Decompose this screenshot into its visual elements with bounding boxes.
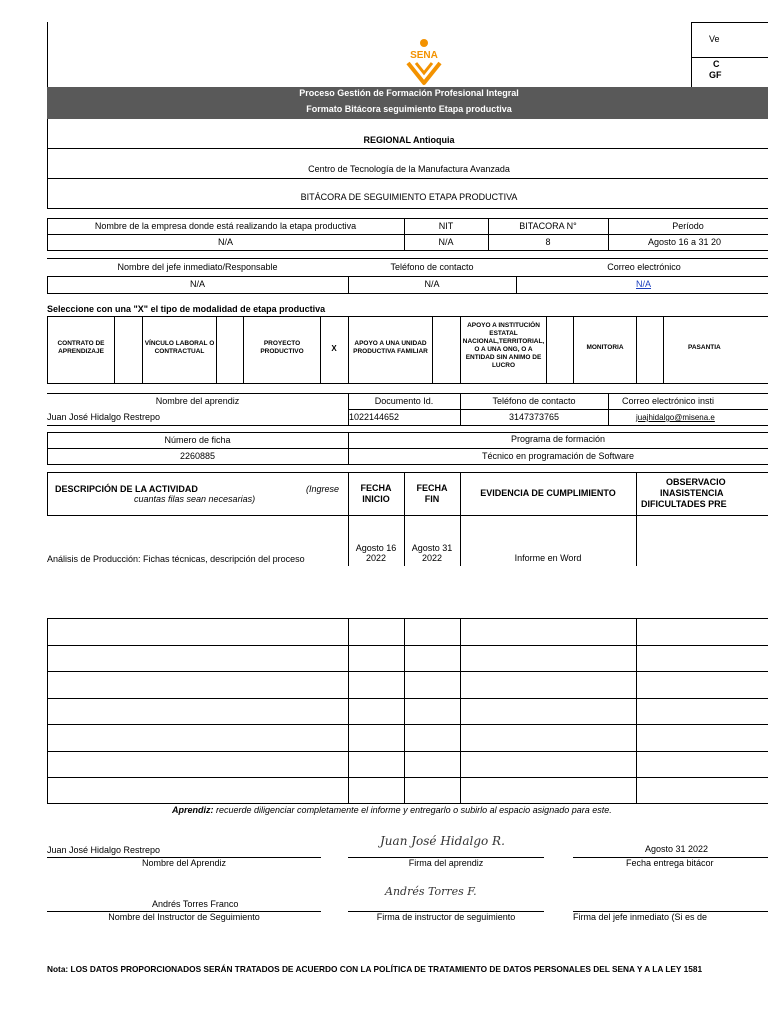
apprentice-doc-label: Documento Id.: [374, 396, 434, 406]
program-line-bot: [47, 464, 768, 465]
modality-col-3: [216, 316, 217, 383]
activity-description: Análisis de Producción: Fichas técnicas, descripción del proceso: [47, 554, 305, 564]
grid-row-line: [47, 751, 768, 752]
document-title: BITÁCORA DE SEGUIMIENTO ETAPA PRODUCTIVA: [300, 192, 518, 202]
end-date-label-1: FECHA: [416, 483, 448, 493]
boss-line-top: [47, 258, 768, 259]
version-fragment: Ve: [709, 34, 720, 44]
header-line-1: [47, 148, 768, 149]
apprentice-name-caption: Nombre del Aprendiz: [141, 858, 227, 868]
boss-line-bot: [47, 293, 768, 294]
header-line-3: [47, 208, 768, 209]
note-text: LOS DATOS PROPORCIONADOS SERÁN TRATADOS DE ACUERDO CON LA POLÍTICA DE TRATAMIENTO DE DATOS PERSONALES DEL SENA Y A LA LEY 1581: [70, 964, 703, 974]
apprentice-line-bot: [47, 425, 768, 426]
boss-line-mid: [47, 276, 768, 277]
modality-col-7: [432, 316, 433, 383]
boss-phone-value: N/A: [424, 279, 440, 289]
regional: REGIONAL Antioquia: [363, 135, 455, 145]
activity-end-2: 2022: [421, 553, 443, 563]
bitacora-label: BITACORA N°: [519, 221, 577, 231]
company-name-value: N/A: [217, 237, 233, 247]
activity-desc-label: DESCRIPCIÓN DE LA ACTIVIDAD: [55, 484, 198, 494]
company-line-top: [47, 218, 768, 219]
program-line-top: [47, 432, 768, 433]
modality-col-12: [663, 316, 664, 383]
activity-start-1: Agosto 16: [355, 543, 397, 553]
start-date-label-1: FECHA: [360, 483, 392, 493]
observations-label-2: INASISTENCIA: [660, 488, 724, 498]
grid-row-line: [47, 671, 768, 672]
grid-row-line: [47, 777, 768, 778]
modality-line-bot: [47, 383, 768, 384]
modality-option-label: APOYO A UNA UNIDAD PRODUCTIVA FAMILIAR: [353, 340, 428, 355]
start-date-label-2: INICIO: [362, 494, 390, 504]
activities-line-top: [47, 472, 768, 473]
activity-start-2: 2022: [365, 553, 387, 563]
period-value: Agosto 16 a 31 20: [648, 237, 722, 247]
activity-desc-hint-2: cuantas filas sean necesarias): [134, 494, 256, 504]
company-name-label: Nombre de la empresa donde está realizando la etapa productiva: [94, 221, 357, 231]
period-label: Período: [672, 221, 704, 231]
boss-email-link[interactable]: N/A: [636, 279, 652, 289]
grid-row-line: [47, 803, 768, 804]
activities-line-header: [47, 515, 768, 516]
apprentice-signature: Juan José Hidalgo R.: [380, 834, 505, 848]
grid-row-line: [47, 724, 768, 725]
modality-option-label: VÍNCULO LABORAL O CONTRACTUAL: [144, 340, 215, 355]
boss-col-2: [516, 276, 517, 293]
apprentice-col-3: [608, 393, 609, 425]
observations-label-3: DIFICULTADES PRE: [641, 499, 727, 509]
logo-text: SENA: [410, 50, 438, 61]
activity-desc-hint-1: (Ingrese: [306, 484, 340, 494]
program-value: Técnico en programación de Software: [481, 451, 635, 461]
sena-logo: [398, 38, 450, 86]
instructor-signature: Andrés Torres F.: [385, 885, 477, 898]
observations-label-1: OBSERVACIO: [666, 477, 726, 487]
company-line-mid: [47, 234, 768, 235]
boss-sig-caption: Firma del jefe inmediato (Si es de: [573, 912, 708, 922]
bitacora-value: 8: [545, 237, 551, 247]
activities-col-4: [636, 472, 637, 566]
reminder-text: recuerde diligenciar completamente el informe y entregarlo o subirlo al espacio asignado para este.: [216, 805, 612, 815]
modality-col-11: [636, 316, 637, 383]
apprentice-email-label: Correo electrónico insti: [622, 396, 715, 406]
apprentice-name-label: Nombre del aprendiz: [155, 396, 240, 406]
boss-name-value: N/A: [189, 279, 205, 289]
modality-option-label: PROYECTO PRODUCTIVO: [260, 340, 304, 355]
apprentice-sig-caption: Firma del aprendiz: [408, 858, 484, 868]
apprentice-line-top: [47, 393, 768, 394]
apprentice-doc-value: 1022144652: [349, 412, 400, 422]
company-line-bot: [47, 250, 768, 251]
apprentice-line-mid: [348, 409, 768, 410]
nit-label: NIT: [438, 221, 454, 231]
header-left-border: [47, 22, 48, 88]
reminder: [172, 805, 612, 816]
delivery-date: Agosto 31 2022: [645, 844, 709, 854]
code-fragment-2: GF: [709, 70, 722, 80]
code-fragment-1: C: [713, 59, 720, 69]
modality-col-4: [243, 316, 244, 383]
boss-name-label: Nombre del jefe inmediato/Responsable: [117, 262, 278, 272]
boss-phone-label: Teléfono de contacto: [390, 262, 474, 272]
delivery-date-caption: Fecha entrega bitácor: [626, 858, 714, 868]
version-box: [691, 22, 768, 88]
instructor-name: Andrés Torres Franco: [152, 899, 239, 909]
activities-col-3: [460, 472, 461, 566]
reminder-prefix: Aprendiz:: [172, 805, 214, 815]
activities-col-0: [47, 472, 48, 515]
process-title: Proceso Gestión de Formación Profesional Integral: [299, 88, 519, 98]
modality-col-9: [546, 316, 547, 383]
boss-email-label: Correo electrónico: [607, 262, 681, 272]
modality-col-1: [114, 316, 115, 383]
header-line-2: [47, 178, 768, 179]
legal-note: [47, 964, 702, 975]
instructor-name-caption: Nombre del Instructor de Seguimiento: [108, 912, 260, 922]
grid-row-line: [47, 645, 768, 646]
apprentice-email-link[interactable]: juajhidalgo@misena.e: [636, 413, 715, 422]
modality-option-label: MONITORIA: [586, 344, 624, 351]
evidence-label: EVIDENCIA DE CUMPLIMIENTO: [480, 488, 616, 498]
nit-value: N/A: [438, 237, 454, 247]
modality-option-mark[interactable]: X: [331, 344, 337, 353]
apprentice-signature-name: Juan José Hidalgo Restrepo: [47, 845, 161, 855]
modality-option-label: APOYO A INSTITUCIÓN ESTATAL NACIONAL,TERRITORIAL, O A UNA ONG, O A ENTIDAD SIN ANIMO DE LUCRO: [462, 322, 545, 369]
apprentice-phone-value: 3147373765: [508, 412, 560, 422]
ficha-label: Número de ficha: [164, 435, 231, 445]
note-prefix: Nota:: [47, 964, 69, 974]
instructor-sig-caption: Firma de instructor de seguimiento: [376, 912, 516, 922]
end-date-label-2: FIN: [424, 494, 440, 504]
modality-prompt: Seleccione con una "X" el tipo de modalidad de etapa productiva: [47, 304, 326, 314]
program-line-mid: [47, 448, 768, 449]
modality-line-top: [47, 316, 768, 317]
version-box-divider: [691, 57, 768, 58]
grid-row-line: [47, 618, 768, 619]
center-name: Centro de Tecnología de la Manufactura Avanzada: [308, 164, 510, 174]
grid-row-line: [47, 698, 768, 699]
activity-evidence: Informe en Word: [514, 553, 582, 563]
program-label: Programa de formación: [510, 434, 606, 444]
ficha-value: 2260885: [179, 451, 216, 461]
format-title: Formato Bitácora seguimiento Etapa productiva: [306, 104, 512, 114]
activity-end-1: Agosto 31: [411, 543, 453, 553]
apprentice-phone-label: Teléfono de contacto: [492, 396, 576, 406]
modality-option-label: PASANTIA: [688, 344, 721, 351]
apprentice-name-value: Juan José Hidalgo Restrepo: [47, 412, 161, 422]
modality-option-label: CONTRATO DE APRENDIZAJE: [57, 340, 105, 355]
